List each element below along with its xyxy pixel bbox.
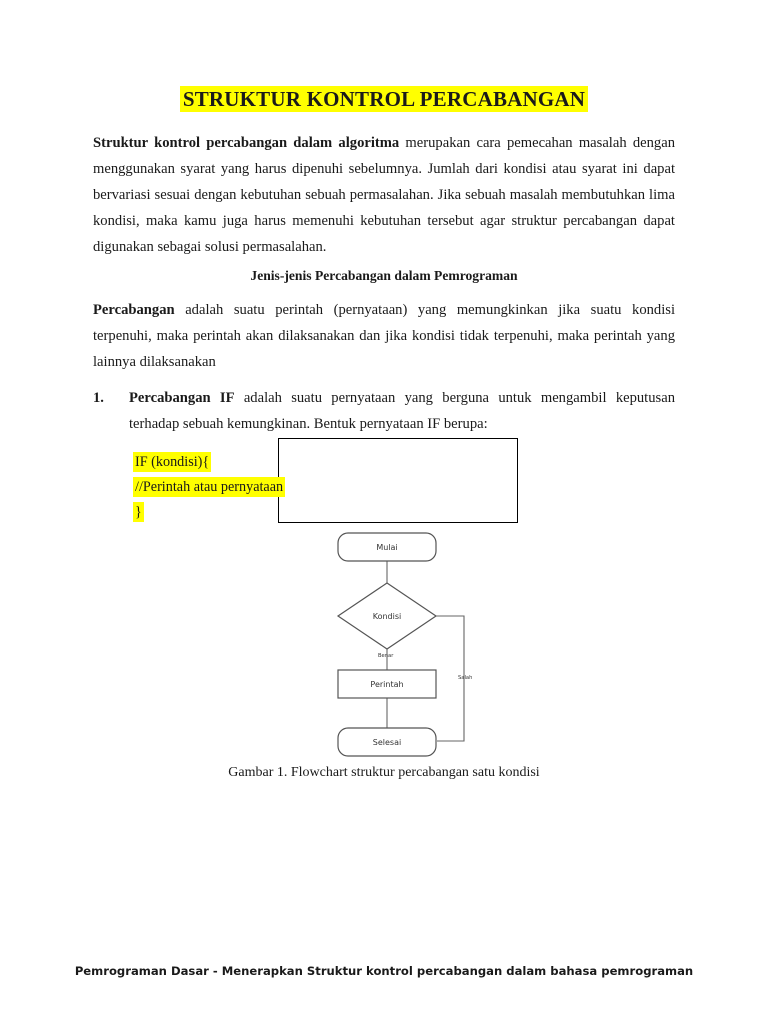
definition-text: adalah suatu perintah (pernyataan) yang memungkinkan jika suatu kondisi terpenuhi, maka perintah akan dilaksanakan dan jika kondisi tidak terpenuhi, maka perintah yang lainnya dilaksanakan [93,302,675,370]
process-label: Perintah [370,680,404,689]
title-wrap [0,86,768,112]
page-title: STRUKTUR KONTROL PERCABANGAN [180,86,588,112]
intro-paragraph [93,130,675,260]
intro-bold-lead: Struktur kontrol percabangan dalam algoritma [93,135,400,151]
section-subheading: Jenis-jenis Percabangan dalam Pemrograman [250,268,518,283]
list-item-bold-lead: Percabangan IF [129,390,235,406]
code-line-3: } [135,504,142,520]
if-flowchart [300,525,500,765]
code-line-2: //Perintah atau pernyataan [135,479,284,495]
code-box [278,438,518,523]
start-label: Mulai [376,543,398,552]
list-item-text [129,385,675,437]
list-item-body: adalah suatu pernyataan yang berguna untuk mengambil keputusan terhadap sebuah kemungkinan. Bentuk pernyataan IF berupa: [129,390,675,432]
definition-bold-lead: Percabangan [93,302,175,318]
false-branch-label: Salah [458,675,473,681]
figure-caption: Gambar 1. Flowchart struktur percabangan satu kondisi [228,765,540,780]
code-line-1: IF (kondisi){ [135,454,210,470]
decision-label: Kondisi [372,612,402,621]
end-label: Selesai [372,738,402,747]
list-item-number: 1. [93,390,104,406]
true-branch-label: Benar [378,653,394,659]
definition-paragraph [93,297,675,375]
intro-text: merupakan cara pemecahan masalah dengan menggunakan syarat yang harus dipenuhi sebelumnya. Jumlah dari kondisi atau syarat ini dapat bervariasi sesuai dengan kebutuhan sebuah permasalahan. Jika sebuah masalah membutuhkan lima kondisi, maka kamu juga harus memenuhi kebutuhan tersebut agar struktur percabangan dapat digunakan sebagai solusi permasalahan. [93,135,675,255]
page-footer: Pemrograman Dasar - Menerapkan Struktur kontrol percabangan dalam bahasa pemrograman [74,964,694,978]
